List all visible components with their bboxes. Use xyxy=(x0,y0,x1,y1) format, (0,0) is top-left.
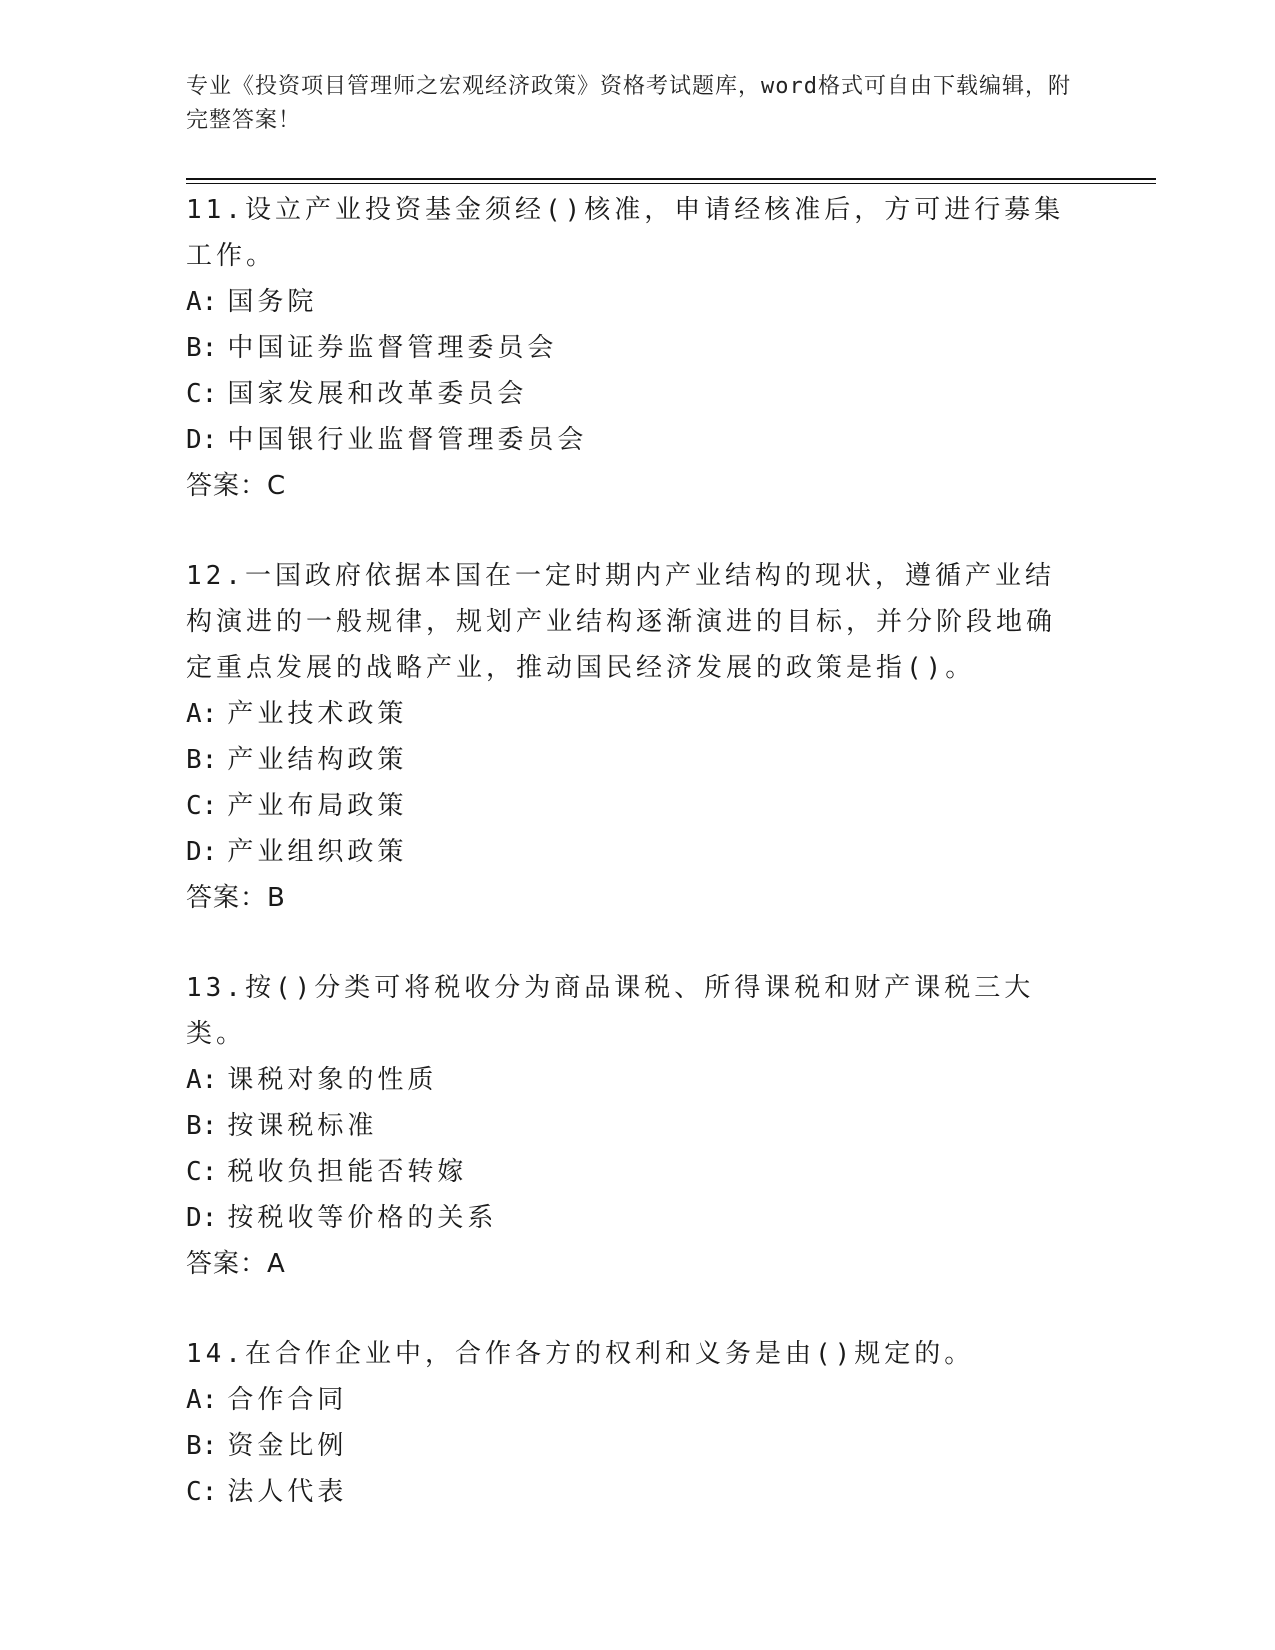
answer-line: 答案：C xyxy=(186,471,287,501)
answer-line: 答案：A xyxy=(186,1249,286,1279)
question-stem: 12.一国政府依据本国在一定时期内产业结构的现状，遵循产业结构演进的一般规律，规划产业结构逐渐演进的目标，并分阶段地确定重点发展的战略产业，推动国民经济发展的政策是指()。 xyxy=(186,561,1057,683)
question-stem: 13.按()分类可将税收分为商品课税、所得课税和财产课税三大类。 xyxy=(186,973,1035,1049)
option-letter: D: xyxy=(186,425,218,455)
option-letter: B: xyxy=(186,1111,218,1141)
option-b xyxy=(186,325,1081,371)
option-letter: A: xyxy=(186,1065,218,1095)
option-letter: C: xyxy=(186,379,218,409)
option-letter: A: xyxy=(186,287,218,317)
option-text: 产业结构政策 xyxy=(227,745,408,775)
question-12 xyxy=(186,553,1081,921)
option-c xyxy=(186,371,1081,417)
option-b xyxy=(186,1103,1081,1149)
option-letter: A: xyxy=(186,1385,218,1415)
header-rule-thick xyxy=(186,178,1156,180)
option-text: 资金比例 xyxy=(227,1431,348,1461)
option-text: 中国证券监督管理委员会 xyxy=(227,333,558,363)
option-c xyxy=(186,1149,1081,1195)
option-text: 法人代表 xyxy=(227,1477,348,1507)
option-text: 中国银行业监督管理委员会 xyxy=(227,425,588,455)
option-letter: D: xyxy=(186,837,218,867)
option-letter: C: xyxy=(186,791,218,821)
option-text: 国务院 xyxy=(227,287,318,317)
option-text: 国家发展和改革委员会 xyxy=(227,379,528,409)
option-a xyxy=(186,1377,1081,1423)
option-d xyxy=(186,1195,1081,1241)
option-c xyxy=(186,1469,1081,1515)
question-stem: 11.设立产业投资基金须经()核准，申请经核准后，方可进行募集工作。 xyxy=(186,195,1065,271)
option-d xyxy=(186,829,1081,875)
option-text: 按课税标准 xyxy=(227,1111,378,1141)
option-text: 税收负担能否转嫁 xyxy=(227,1157,468,1187)
option-letter: C: xyxy=(186,1157,218,1187)
option-text: 合作合同 xyxy=(227,1385,348,1415)
option-letter: B: xyxy=(186,745,218,775)
option-text: 产业组织政策 xyxy=(227,837,408,867)
option-a xyxy=(186,691,1081,737)
option-a xyxy=(186,279,1081,325)
header-rule-thin xyxy=(186,183,1156,184)
option-b xyxy=(186,737,1081,783)
document-header: 专业《投资项目管理师之宏观经济政策》资格考试题库，word格式可自由下载编辑，附完整答案！ xyxy=(186,74,1071,133)
option-a xyxy=(186,1057,1081,1103)
question-14 xyxy=(186,1331,1081,1515)
option-text: 产业布局政策 xyxy=(227,791,408,821)
option-letter: D: xyxy=(186,1203,218,1233)
option-c xyxy=(186,783,1081,829)
option-letter: C: xyxy=(186,1477,218,1507)
question-list xyxy=(186,187,1081,1559)
question-11 xyxy=(186,187,1081,509)
option-b xyxy=(186,1423,1081,1469)
question-stem: 14.在合作企业中，合作各方的权利和义务是由()规定的。 xyxy=(186,1339,975,1369)
option-d xyxy=(186,417,1081,463)
question-13 xyxy=(186,965,1081,1287)
option-letter: B: xyxy=(186,333,218,363)
option-letter: B: xyxy=(186,1431,218,1461)
option-text: 课税对象的性质 xyxy=(227,1065,438,1095)
option-letter: A: xyxy=(186,699,218,729)
option-text: 按税收等价格的关系 xyxy=(227,1203,498,1233)
option-text: 产业技术政策 xyxy=(227,699,408,729)
answer-line: 答案：B xyxy=(186,883,286,913)
